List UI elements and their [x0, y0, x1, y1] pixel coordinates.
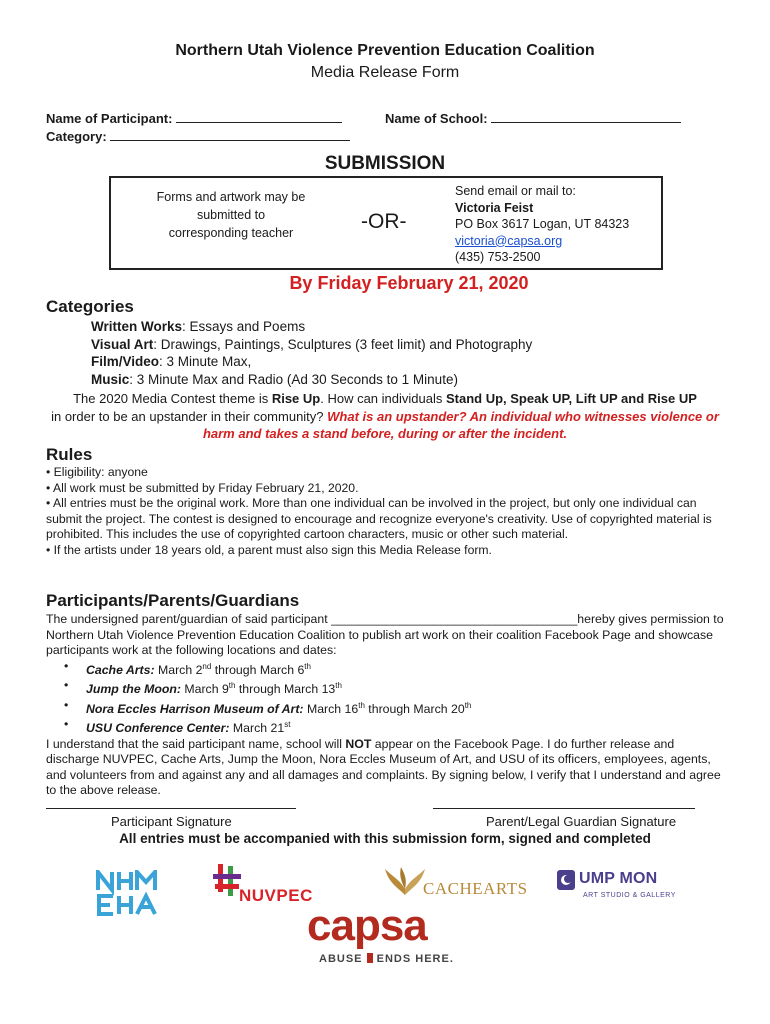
deadline-text: By Friday February 21, 2020: [289, 273, 529, 293]
capsa-tagline: ABUSE ENDS HERE.: [319, 953, 454, 965]
rule-item: • All entries must be the original work. More than one individual can be involved in the project, but only one individual can submit the project. The contest is designed to encourage and recognize everyone's creativity. Use of copyrighted material is prohibited. This includes the use of copyrighted cartoon characters, music or other such material.: [46, 496, 712, 541]
submission-title: SUBMISSION: [324, 153, 446, 174]
contact-email-link[interactable]: victoria@capsa.org: [455, 233, 563, 248]
cachearts-logo: [383, 865, 528, 905]
contact-name: Victoria Feist: [455, 200, 534, 215]
permission-paragraph: The undersigned parent/guardian of said participant ____________________________________hereby gives permission to Northern Utah Violence Prevention Education Coalition to publish art work on their coalition Facebook Page and showcase participants work at the following locations and dates:: [46, 612, 724, 657]
location-item: • Nora Eccles Harrison Museum of Art: March 16th through March 20th: [86, 698, 730, 718]
locations-list: [46, 659, 730, 737]
jump-the-moon-logo: [557, 870, 679, 904]
participant-name-label: Name of Participant:: [46, 111, 173, 126]
category-field[interactable]: [46, 128, 350, 144]
rules-list: [46, 465, 726, 558]
nuvpec-mark: [213, 862, 241, 902]
participants-title: Participants/Parents/Guardians: [46, 591, 300, 610]
contact-address: PO Box 3617 Logan, UT 84323: [455, 217, 630, 231]
participant-signature-line[interactable]: [46, 808, 296, 809]
participant-name-field[interactable]: [46, 110, 342, 126]
location-item: • Jump the Moon: March 9th through March 13th: [86, 678, 730, 698]
rule-item: • If the artists under 18 years old, a parent must also sign this Media Release form.: [46, 542, 492, 557]
participant-signature-label: Participant Signature: [111, 814, 232, 829]
mail-contact: [455, 183, 629, 266]
category-item: Visual Art: Drawings, Paintings, Sculptures (3 feet limit) and Photography: [91, 336, 533, 352]
moon-icon: [557, 870, 575, 890]
location-item: • USU Conference Center: March 21st: [86, 717, 730, 737]
location-item: • Cache Arts: March 2nd through March 6th: [86, 659, 730, 679]
upstander-definition: What is an upstander? An individual who witnesses violence or harm and takes a stand before, during or after the incident.: [202, 408, 719, 441]
categories-title: Categories: [46, 297, 134, 316]
school-name-field[interactable]: [385, 110, 681, 126]
participants-body: [46, 612, 730, 799]
rule-item: • Eligibility: anyone: [46, 465, 148, 479]
jump-the-moon-tagline: ART STUDIO & GALLERY: [583, 892, 676, 899]
mail-intro: Send email or mail to:: [455, 184, 576, 198]
rules-title: Rules: [46, 445, 93, 464]
rule-item: • All work must be submitted by Friday February 21, 2020.: [46, 480, 359, 495]
or-divider: -OR-: [361, 210, 407, 233]
jump-the-moon-wordmark: UMP MON: [579, 870, 658, 887]
cachearts-wings: [383, 865, 427, 899]
category-label: Category:: [46, 129, 107, 144]
category-item: Music: 3 Minute Max and Radio (Ad 30 Seconds to 1 Minute): [91, 371, 458, 387]
capsa-logo: [305, 901, 470, 975]
category-line: [110, 128, 350, 141]
guardian-signature-label: Parent/Legal Guardian Signature: [486, 814, 677, 829]
capsa-wordmark: capsa: [307, 901, 427, 950]
contact-phone: (435) 753-2500: [455, 250, 541, 264]
nehm-logo: [95, 870, 167, 918]
school-name-line: [491, 110, 681, 123]
theme-name: Rise Up: [271, 391, 321, 406]
theme-paragraph: The 2020 Media Contest theme is Rise Up. How can individuals Stand Up, Speak UP, Lift UP and Rise UP in order to be an upstander in their community? What is an upstander? An individual who witnesses violence or harm and takes a stand before, during or after the incident.: [51, 391, 719, 441]
release-paragraph: I understand that the said participant name, school will NOT appear on the Facebook Page. I do further release and discharge NUVPEC, Cache Arts, Jump the Moon, Nora Eccles Museum of Art, and USU of its officers, employees, agents, and volunteers from and against any and all damages and complaints. By signing below, I verify that I understand and agree to the above release.: [46, 736, 721, 798]
submission-teacher-text: Forms and artwork may be submitted to corresponding teacher: [156, 190, 306, 240]
school-name-label: Name of School:: [385, 111, 488, 126]
participant-name-line: [176, 110, 342, 123]
nehm-logo-mark: [95, 870, 167, 918]
theme-actions: Stand Up, Speak UP, Lift UP and Rise UP: [445, 391, 697, 406]
cachearts-wordmark: CACHEARTS: [423, 879, 528, 898]
footer-note: All entries must be accompanied with this submission form, signed and completed: [119, 831, 651, 846]
nuvpec-wordmark: NUVPEC: [239, 886, 313, 905]
submission-box: [109, 176, 663, 270]
form-subtitle: Media Release Form: [310, 64, 460, 81]
category-item: Written Works: Essays and Poems: [91, 319, 306, 334]
participant-name-blank[interactable]: ____________________________________: [331, 612, 578, 626]
categories-list: [91, 318, 731, 388]
form-title: Northern Utah Violence Prevention Education Coalition: [175, 42, 595, 59]
guardian-signature-line[interactable]: [433, 808, 695, 809]
category-item: Film/Video: 3 Minute Max,: [91, 354, 252, 369]
